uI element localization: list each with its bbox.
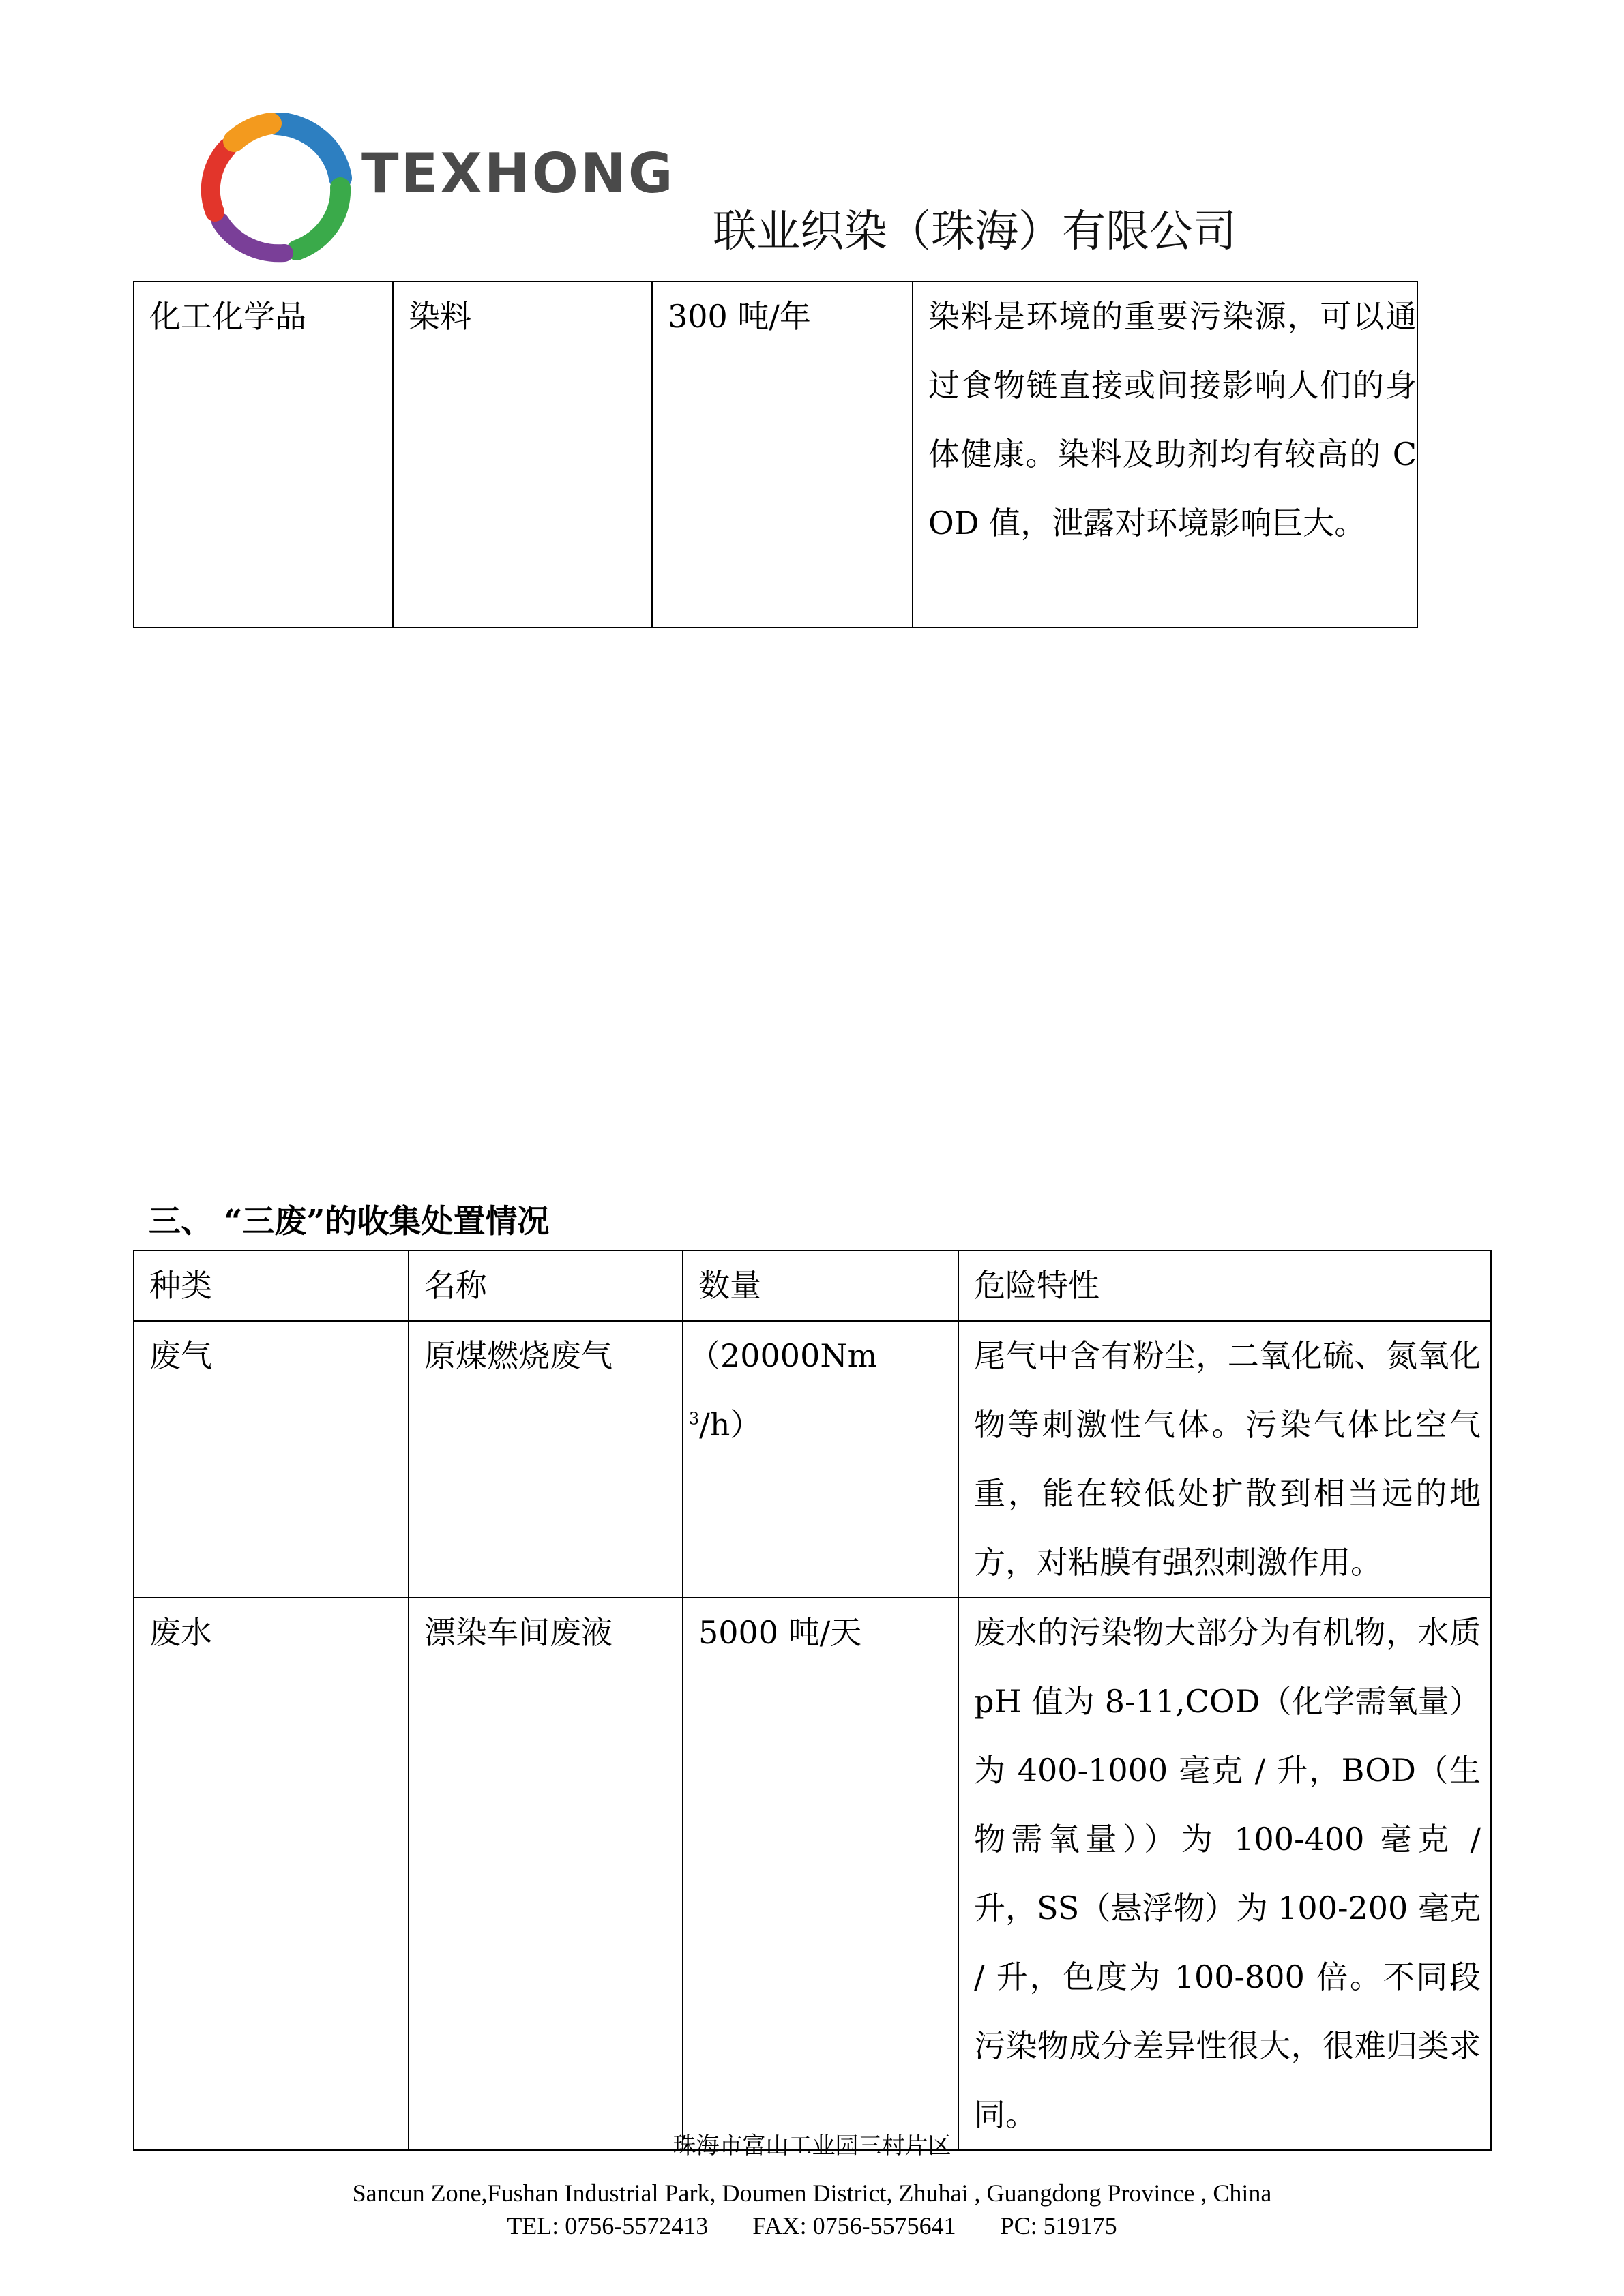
brand-name: TEXHONG: [361, 142, 675, 205]
footer-pc: PC: 519175: [1000, 2212, 1117, 2239]
hazard-cell: 染料是环境的重要污染源，可以通过食物链直接或间接影响人们的身体健康。染料及助剂均有较高的 COD 值，泄露对环境影响巨大。: [913, 282, 1417, 627]
header-quantity: 数量: [683, 1251, 958, 1321]
quantity-prefix: （20000Nm: [689, 1337, 878, 1374]
hazard-cell: 废水的污染物大部分为有机物，水质 pH 值为 8-11,COD（化学需氧量）为 400-1000 毫克 / 升，BOD（生物需氧量））为 100-400 毫克 / 升，SS（悬浮物）为 100-200 毫克 / 升，色度为 100-800 倍。不同段污染物成分差异性很大，很难归类求同。: [958, 1598, 1491, 2150]
texhong-logo-icon: [194, 113, 358, 263]
quantity-cell: [683, 1321, 958, 1598]
header-type: 种类: [134, 1251, 409, 1321]
type-cell: 废水: [134, 1598, 409, 2150]
table-row: [134, 1598, 1491, 2150]
quantity-cell: 300 吨/年: [652, 282, 913, 627]
footer-fax: FAX: 0756-5575641: [752, 2212, 956, 2239]
chemicals-table: [133, 281, 1418, 628]
quantity-superscript: 3: [689, 1409, 700, 1429]
waste-table: [133, 1250, 1492, 2151]
name-cell: 染料: [393, 282, 652, 627]
footer-tel: TEL: 0756-5572413: [507, 2212, 709, 2239]
header-hazard: 危险特性: [958, 1251, 1491, 1321]
table-header-row: [134, 1251, 1491, 1321]
category-cell: 化工化学品: [134, 282, 393, 627]
hazard-cell: 尾气中含有粉尘，二氧化硫、氮氧化物等刺激性气体。污染气体比空气重，能在较低处扩散到相当远的地方，对粘膜有强烈刺激作用。: [958, 1321, 1491, 1598]
footer-contact: [0, 2213, 1624, 2238]
footer-address-en: Sancun Zone,Fushan Industrial Park, Doumen District, Zhuhai , Guangdong Province , China: [352, 2179, 1272, 2207]
section-title: 三、 “三废”的收集处置情况: [149, 1203, 550, 1240]
table-row: [134, 282, 1417, 627]
company-name: 联业织染（珠海）有限公司: [713, 207, 1237, 257]
name-cell: 漂染车间废液: [409, 1598, 683, 2150]
table-row: [134, 1321, 1491, 1598]
footer-address-cn: 珠海市富山工业园三村片区: [673, 2132, 951, 2160]
header-name: 名称: [409, 1251, 683, 1321]
quantity-cell: 5000 吨/天: [683, 1598, 958, 2150]
name-cell: 原煤燃烧废气: [409, 1321, 683, 1598]
quantity-suffix: /h）: [699, 1406, 762, 1443]
type-cell: 废气: [134, 1321, 409, 1598]
